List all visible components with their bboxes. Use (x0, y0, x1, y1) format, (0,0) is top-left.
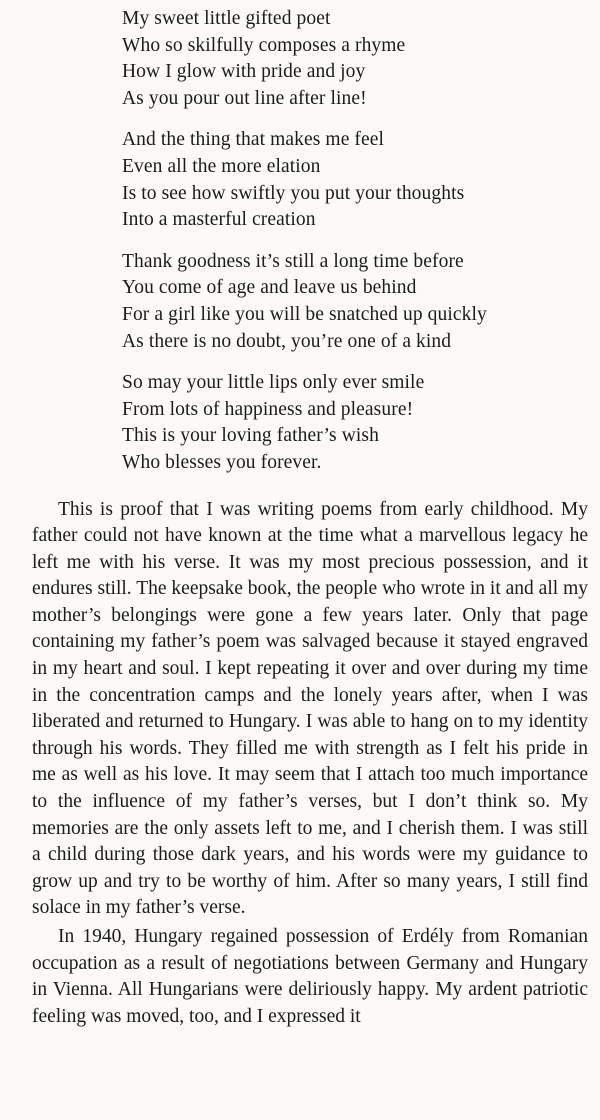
poem-line: Even all the more elation (122, 155, 321, 177)
poem-stanza (122, 249, 582, 355)
poem-stanza (122, 6, 582, 112)
poem-line: Is to see how swiftly you put your thoughts (122, 182, 465, 204)
poem-line: For a girl like you will be snatched up quickly (122, 303, 487, 325)
poem-line: How I glow with pride and joy (122, 61, 366, 83)
poem (122, 6, 582, 477)
paragraph: In 1940, Hungary regained possession of Erdély from Romanian occupation as a result of negotiations between Germany and Hungary in Vienna. All Hungarians were deliriously happy. My ardent patriotic feeling was moved, too, and I expressed it (32, 926, 588, 1027)
poem-line: My sweet little gifted poet (122, 8, 331, 29)
poem-stanza (122, 370, 582, 476)
poem-line: As there is no doubt, you’re one of a kind (122, 330, 452, 352)
poem-line: Thank goodness it’s still a long time before (122, 250, 464, 272)
poem-line: So may your little lips only ever smile (122, 372, 425, 394)
poem-line: And the thing that makes me feel (122, 129, 385, 151)
poem-line: Into a masterful creation (122, 209, 316, 231)
paragraph: This is proof that I was writing poems from early childhood. My father could not have known at the time what a marvellous legacy he left me with his verse. It was my most precious possession, and it endures still. The keepsake book, the people who wrote in it and all my mother’s belongings were gone a few years later. Only that page containing my father’s poem was salvaged because it stayed engraved in my heart and soul. I kept repeating it over and over during my time in the concentration camps and the lonely years after, when I was liberated and returned to Hungary. I was able to hang on to my identity through his words. They filled me with strength as I felt his pride in me as well as his love. It may seem that I attach too much importance to the influence of my father’s verses, but I don’t think so. My memories are the only assets left to me, and I cherish them. I was still a child during those dark years, and his words were my guidance to grow up and try to be worthy of him. After so many years, I still find solace in my father’s verse. (32, 498, 588, 919)
poem-line: From lots of happiness and pleasure! (122, 398, 414, 420)
poem-line: As you pour out line after line! (122, 87, 367, 109)
poem-line: Who so skilfully composes a rhyme (122, 34, 406, 56)
poem-stanza (122, 127, 582, 233)
poem-line: You come of age and leave us behind (122, 277, 417, 299)
poem-line: This is your loving father’s wish (122, 425, 379, 447)
poem-line: Who blesses you forever. (122, 451, 322, 473)
prose-body (32, 497, 588, 1031)
